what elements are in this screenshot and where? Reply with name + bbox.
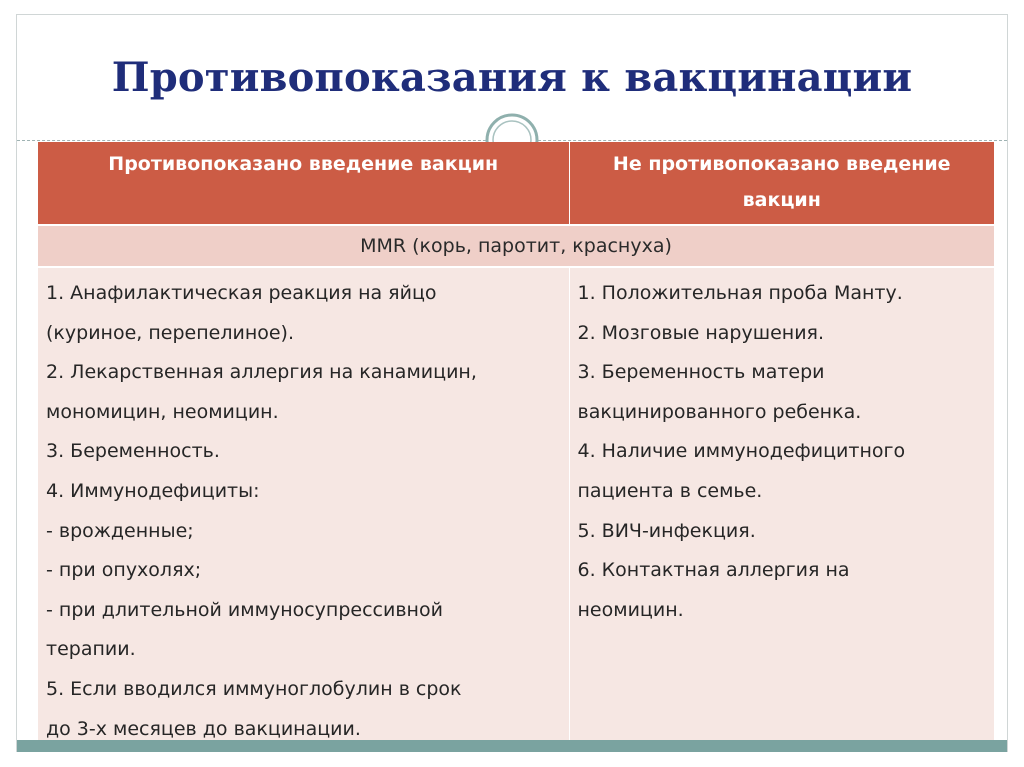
list-item: - при опухолях; (46, 559, 202, 582)
contraindications-table (38, 142, 994, 749)
list-item: 3. Беременность. (46, 440, 220, 463)
vaccine-row (38, 225, 994, 267)
list-item: (куриное, перепелиное). (46, 321, 295, 344)
list-item: неомицин. (577, 598, 684, 621)
header-line: вакцин (742, 189, 821, 211)
header-contraindicated (38, 142, 569, 225)
list-item: 5. Если вводился иммуноглобулин в срок (46, 677, 462, 700)
list-item: терапии. (46, 638, 136, 661)
vaccine-name-cell: MMR (корь, паротит, краснуха) (38, 225, 994, 267)
list-item: 4. Иммунодефициты: (46, 479, 260, 502)
list-item: 2. Мозговые нарушения. (577, 321, 825, 344)
page-title: Противопоказания к вакцинации (111, 53, 913, 101)
list-item: пациента в семье. (577, 479, 763, 502)
list-item: 2. Лекарственная аллергия на канамицин, (46, 361, 477, 384)
list-item: - врожденные; (46, 519, 194, 542)
list-item: мономицин, неомицин. (46, 400, 279, 423)
header-line: Не противопоказано введение (612, 153, 951, 175)
header-line: Противопоказано введение вакцин (108, 153, 499, 175)
list-item: 1. Положительная проба Манту. (577, 282, 903, 304)
not-contraindicated-list (569, 267, 994, 749)
table-header-row (38, 142, 994, 225)
list-item: 1. Анафилактическая реакция на яйцо (46, 282, 437, 304)
list-item: 6. Контактная аллергия на (577, 559, 850, 582)
list-item: до 3-х месяцев до вакцинации. (46, 717, 361, 740)
list-item: 3. Беременность матери (577, 361, 825, 384)
list-item: - при длительной иммуносупрессивной (46, 598, 443, 621)
list-item: 5. ВИЧ-инфекция. (577, 519, 756, 542)
list-item: вакцинированного ребенка. (577, 400, 862, 423)
contraindicated-list (38, 267, 569, 749)
table-row (38, 267, 994, 749)
list-item: 4. Наличие иммунодефицитного (577, 440, 906, 463)
bottom-band (17, 740, 1007, 752)
header-not-contraindicated (569, 142, 994, 225)
